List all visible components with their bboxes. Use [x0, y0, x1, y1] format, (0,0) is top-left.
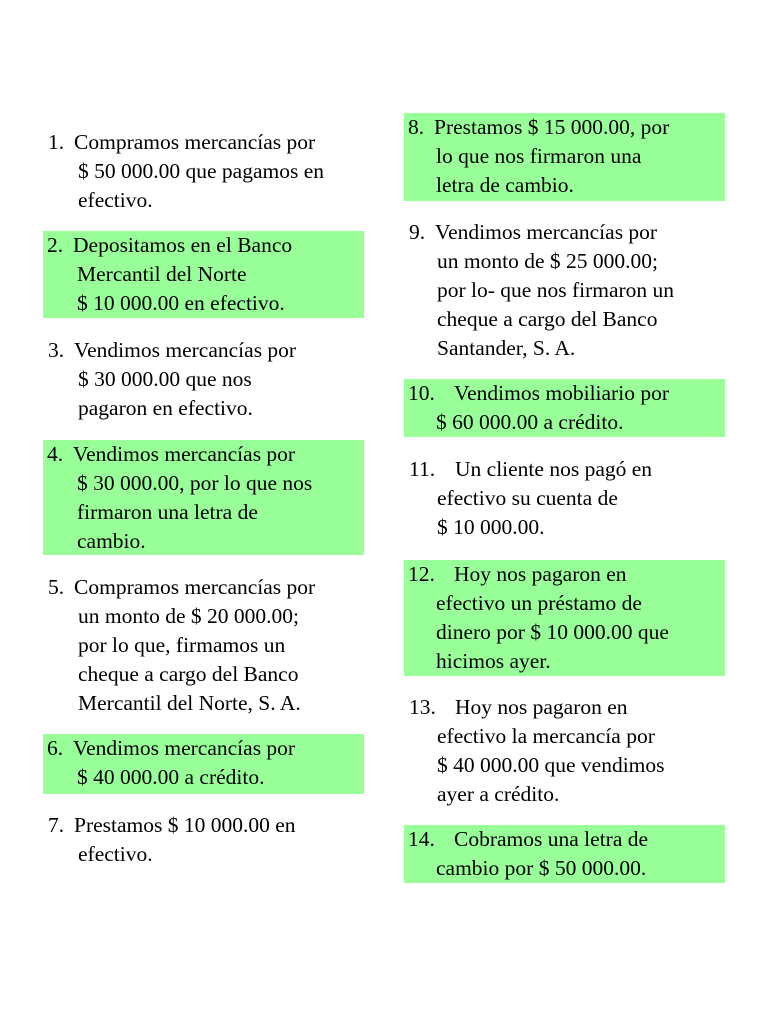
item-number: 7. [48, 813, 65, 837]
item-text: Depositamos en el Banco [73, 233, 293, 257]
item-number: 13. [409, 695, 436, 719]
item-text: $ 60 000.00 a crédito. [436, 410, 624, 434]
item-text: efectivo su cuenta de [437, 486, 618, 510]
item-text: Un cliente nos pagó en [455, 457, 653, 481]
item-text: $ 30 000.00, por lo que nos [77, 471, 313, 495]
list-item-2 [43, 231, 364, 318]
item-text: un monto de $ 25 000.00; [437, 249, 658, 273]
item-text: Mercantil del Norte, S. A. [78, 691, 301, 715]
item-text: pagaron en efectivo. [78, 396, 253, 420]
item-number: 12. [408, 562, 435, 586]
list-item-5 [44, 573, 364, 718]
item-text: efectivo la mercancía por [437, 724, 655, 748]
item-number: 10. [408, 381, 435, 405]
item-text: Vendimos mercancías por [73, 442, 296, 466]
item-text: Vendimos mercancías por [74, 338, 297, 362]
item-text: Vendimos mercancías por [435, 220, 658, 244]
list-item-1 [44, 128, 364, 215]
list-item-14 [404, 825, 725, 883]
item-text: cambio por $ 50 000.00. [436, 856, 647, 880]
item-text: un monto de $ 20 000.00; [78, 604, 299, 628]
item-number: 11. [409, 457, 436, 481]
item-text: $ 10 000.00. [437, 515, 545, 539]
item-text: Vendimos mercancías por [73, 736, 296, 760]
item-text: Vendimos mobiliario por [454, 381, 669, 405]
list-item-9 [405, 218, 725, 363]
item-text: cheque a cargo del Banco [78, 662, 299, 686]
item-text: letra de cambio. [436, 173, 574, 197]
item-text: Hoy nos pagaron en [455, 695, 628, 719]
item-text: Hoy nos pagaron en [454, 562, 627, 586]
item-number: 6. [47, 736, 64, 760]
item-text: Cobramos una letra de [454, 827, 649, 851]
item-text: $ 30 000.00 que nos [78, 367, 252, 391]
item-text: $ 40 000.00 que vendimos [437, 753, 665, 777]
item-text: Prestamos $ 15 000.00, por [434, 115, 670, 139]
item-text: Santander, S. A. [437, 336, 576, 360]
item-text: cheque a cargo del Banco [437, 307, 658, 331]
item-text: efectivo. [78, 842, 153, 866]
item-text: cambio. [77, 529, 146, 553]
item-number: 2. [47, 233, 64, 257]
item-text: Compramos mercancías por [74, 130, 316, 154]
item-text: dinero por $ 10 000.00 que [436, 620, 669, 644]
list-item-8 [404, 113, 725, 201]
item-number: 3. [48, 338, 65, 362]
list-item-12 [404, 560, 725, 676]
item-text: Mercantil del Norte [77, 262, 247, 286]
list-item-13 [405, 693, 725, 809]
item-number: 14. [408, 827, 435, 851]
item-text: por lo- que nos firmaron un [437, 278, 675, 302]
item-text: $ 40 000.00 a crédito. [77, 765, 265, 789]
item-text: $ 50 000.00 que pagamos en [78, 159, 325, 183]
list-item-4 [43, 440, 364, 555]
list-item-11 [405, 455, 725, 542]
item-text: lo que nos firmaron una [436, 144, 642, 168]
item-text: por lo que, firmamos un [78, 633, 286, 657]
item-text: Prestamos $ 10 000.00 en [74, 813, 296, 837]
item-text: hicimos ayer. [436, 649, 551, 673]
list-item-3 [44, 336, 364, 423]
item-number: 5. [48, 575, 65, 599]
item-text: efectivo un préstamo de [436, 591, 642, 615]
list-item-7 [44, 811, 364, 869]
item-text: firmaron una letra de [77, 500, 258, 524]
item-number: 8. [408, 115, 425, 139]
item-text: Compramos mercancías por [74, 575, 316, 599]
item-number: 9. [409, 220, 426, 244]
item-text: efectivo. [78, 188, 153, 212]
item-text: $ 10 000.00 en efectivo. [77, 291, 285, 315]
item-text: ayer a crédito. [437, 782, 560, 806]
list-item-10 [404, 379, 725, 437]
item-number: 1. [48, 130, 65, 154]
list-item-6 [43, 734, 364, 794]
item-number: 4. [47, 442, 64, 466]
